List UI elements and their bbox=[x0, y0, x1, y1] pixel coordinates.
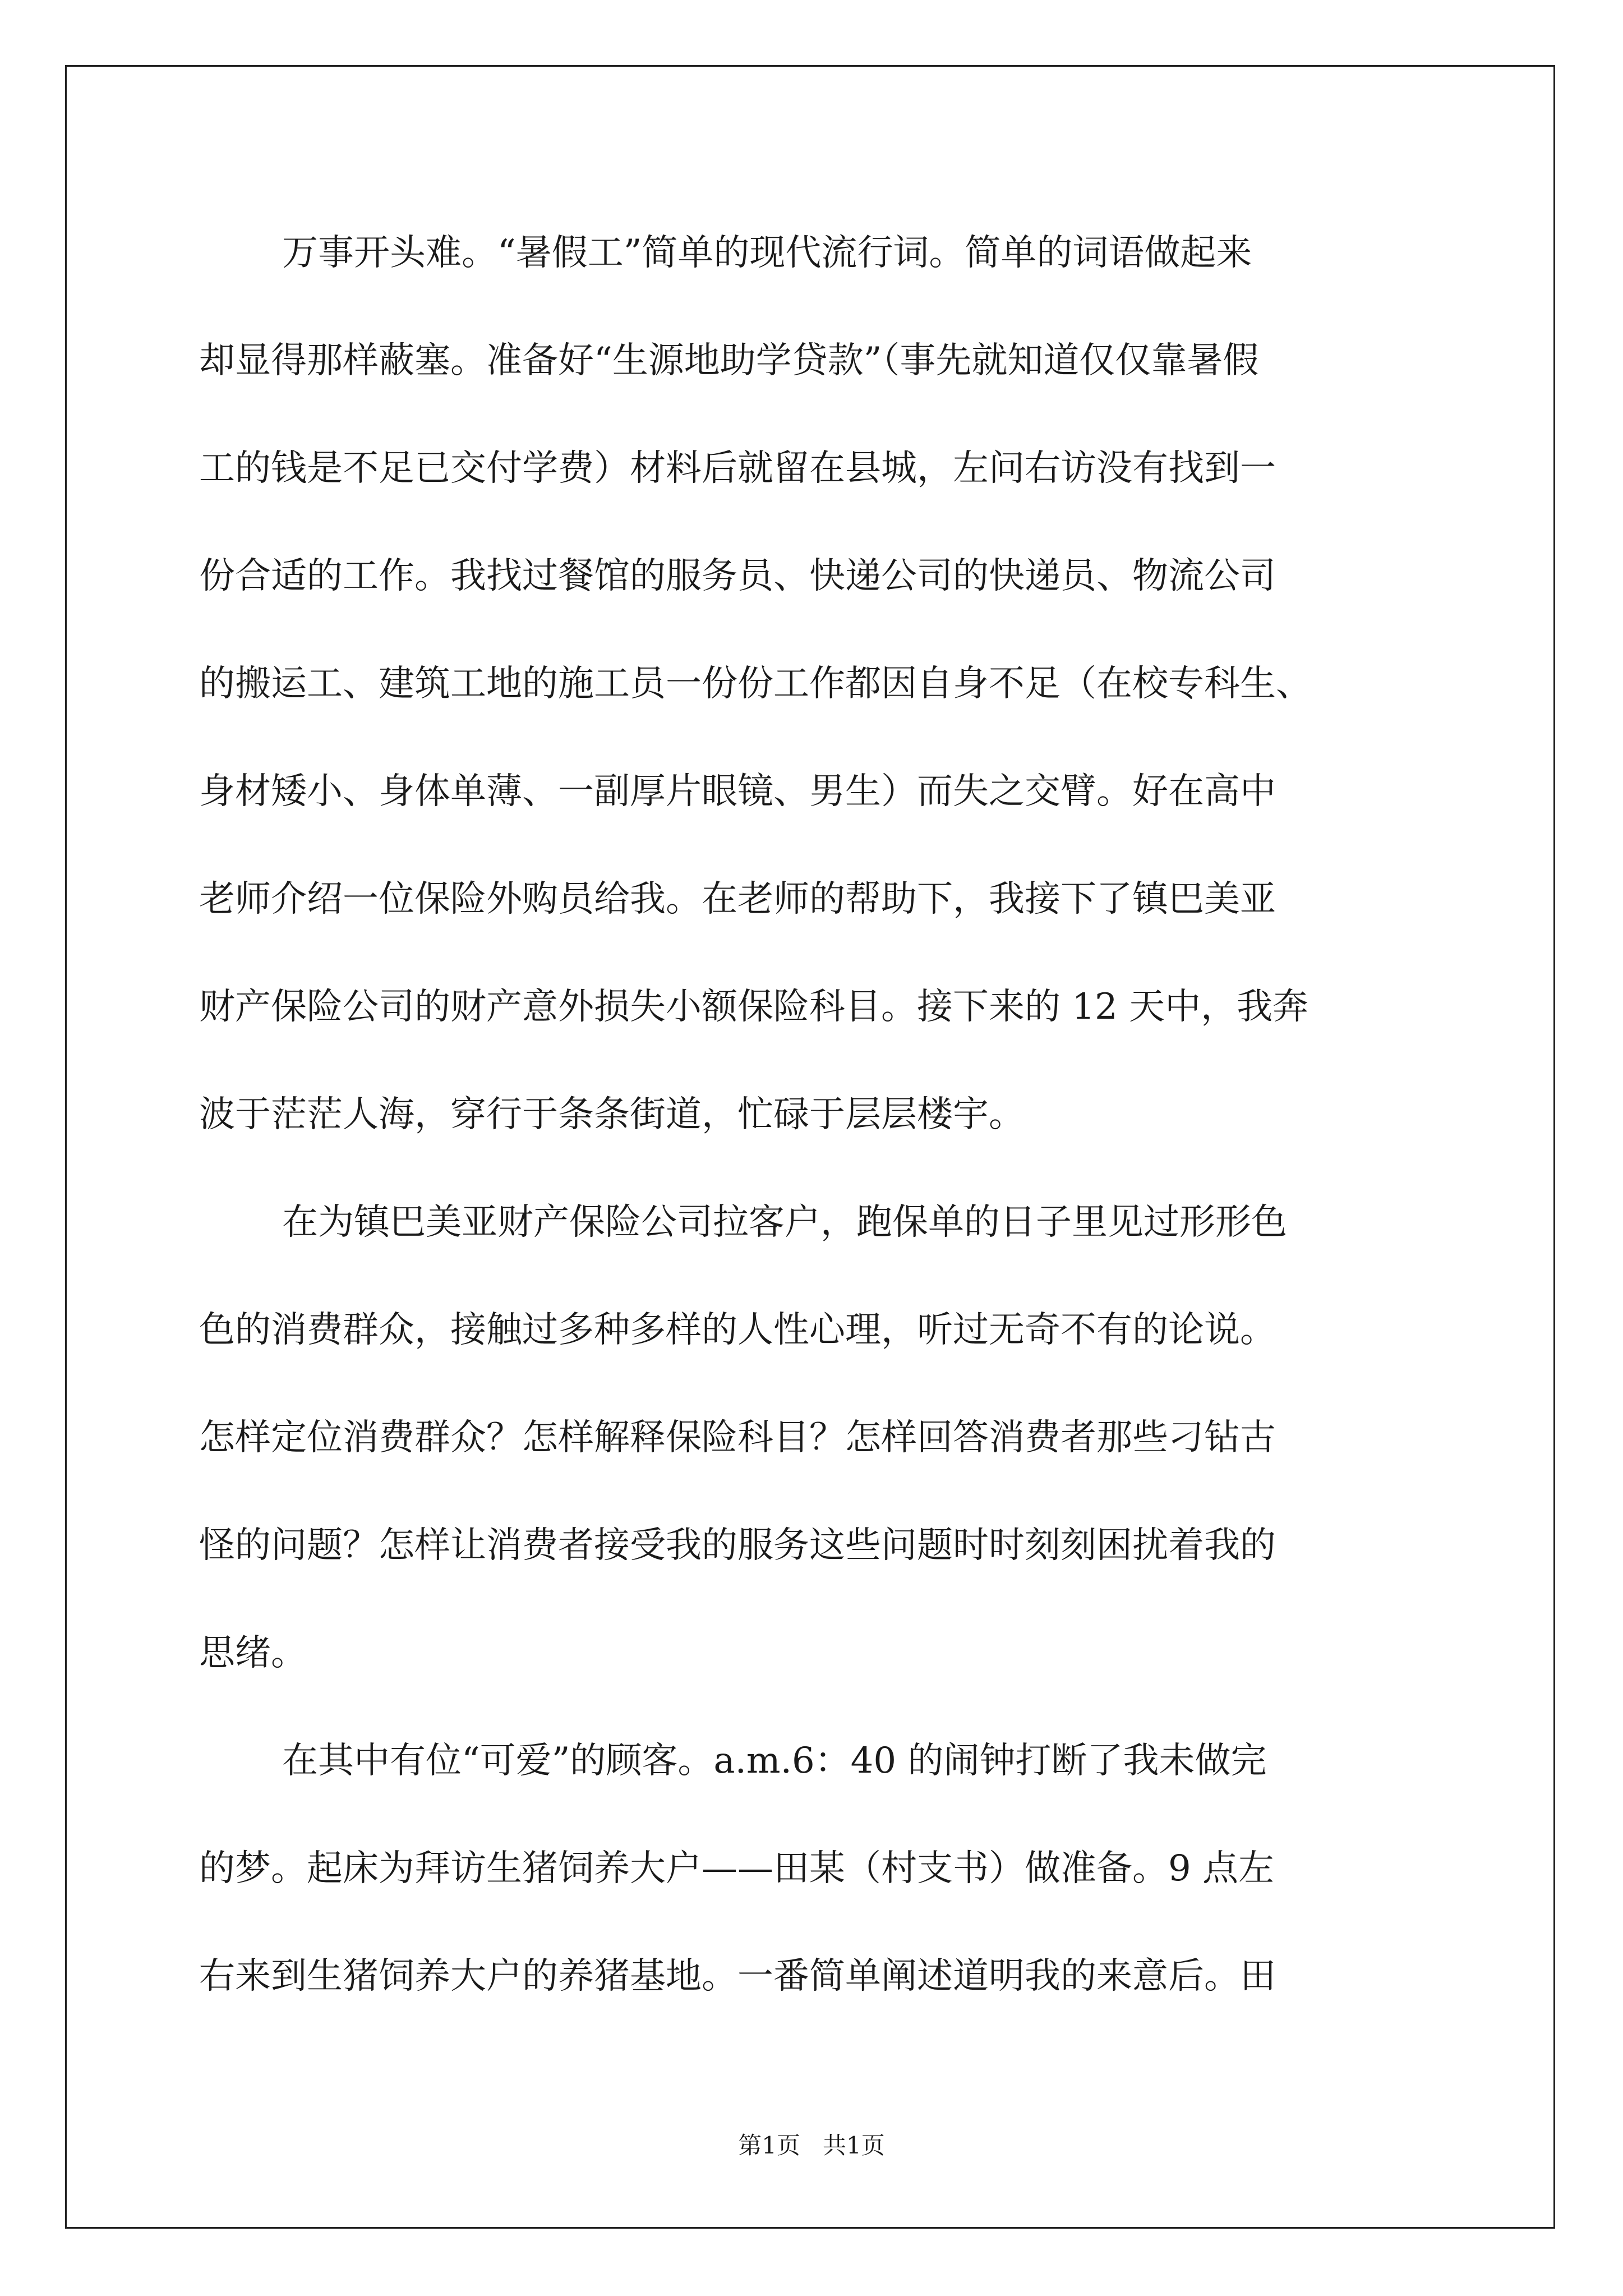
paragraph-line: 财产保险公司的财产意外损失小额保险科目。接下来的 12 天中，我奔 bbox=[199, 986, 1309, 1028]
paragraph-line: 份合适的工作。我找过餐馆的服务员、快递公司的快递员、物流公司 bbox=[199, 555, 1276, 597]
paragraph-line: 的搬运工、建筑工地的施工员一份份工作都因自身不足（在校专科生、 bbox=[199, 663, 1312, 705]
paragraph-line: 的梦。起床为拜访生猪饲养大户——田某（村支书）做准备。9 点左 bbox=[199, 1848, 1275, 1889]
paragraph-line: 思绪。 bbox=[199, 1632, 307, 1674]
paragraph-line: 在为镇巴美亚财产保险公司拉客户，跑保单的日子里见过形形色 bbox=[282, 1202, 1287, 1243]
page-number-footer: 第1页 共1页 bbox=[738, 2132, 885, 2159]
paragraph-line: 怎样定位消费群众？怎样解释保险科目？怎样回答消费者那些刁钻古 bbox=[199, 1417, 1276, 1458]
paragraph-line: 工的钱是不足已交付学费）材料后就留在县城，左问右访没有找到一 bbox=[199, 448, 1276, 489]
paragraph-line: 却显得那样蔽塞。准备好“生源地助学贷款”（事先就知道仅仅靠暑假 bbox=[199, 340, 1259, 381]
paragraph-line: 万事开头难。“暑假工”简单的现代流行词。简单的词语做起来 bbox=[282, 232, 1252, 274]
paragraph-line: 怪的问题？怎样让消费者接受我的服务这些问题时时刻刻困扰着我的 bbox=[199, 1525, 1276, 1566]
paragraph-line: 色的消费群众，接触过多种多样的人性心理，听过无奇不有的论说。 bbox=[199, 1309, 1276, 1351]
paragraph-line: 老师介绍一位保险外购员给我。在老师的帮助下，我接下了镇巴美亚 bbox=[199, 878, 1276, 920]
paragraph-line: 波于茫茫人海，穿行于条条街道，忙碌于层层楼宇。 bbox=[199, 1094, 1025, 1135]
document-body bbox=[199, 199, 1450, 2030]
paragraph-line: 右来到生猪饲养大户的养猪基地。一番简单阐述道明我的来意后。田 bbox=[199, 1955, 1276, 1997]
paragraph-line: 在其中有位“可爱”的顾客。a.m.6：40 的闹钟打断了我未做完 bbox=[282, 1740, 1267, 1782]
paragraph-line: 身材矮小、身体单薄、一副厚片眼镜、男生）而失之交臂。好在高中 bbox=[199, 771, 1276, 812]
